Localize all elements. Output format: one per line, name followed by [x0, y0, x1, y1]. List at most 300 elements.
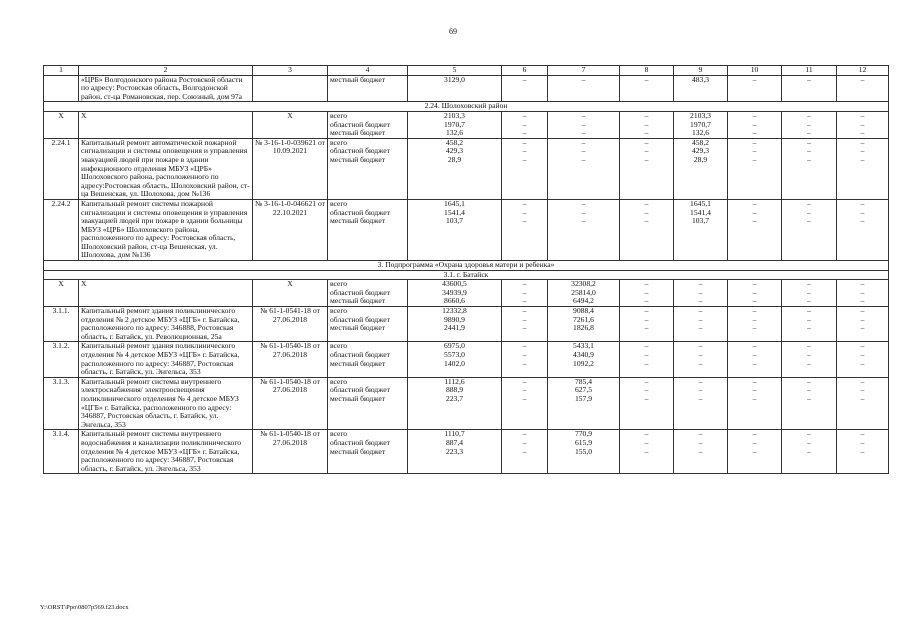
funding-source: местный бюджет [330, 323, 386, 333]
value: – [807, 358, 811, 368]
value-cell [548, 377, 620, 430]
value-cell [548, 199, 620, 260]
funding-source: местный бюджет [330, 296, 386, 306]
funding-source-cell [328, 377, 408, 430]
value: – [698, 314, 703, 324]
value: – [860, 296, 865, 306]
value-cell [548, 138, 620, 199]
value: – [522, 306, 527, 316]
value-cell [674, 430, 728, 474]
value: – [522, 279, 527, 289]
value: – [644, 358, 649, 368]
value: – [752, 154, 757, 164]
col-header: 2 [79, 66, 253, 76]
value: 3129,0 [444, 75, 465, 84]
value: – [752, 429, 757, 439]
value: 1541,4 [444, 207, 465, 217]
value: – [522, 429, 527, 439]
value: – [581, 216, 586, 226]
col-header: 3 [253, 66, 328, 76]
value: – [752, 138, 757, 147]
section-title: 2.24. Шолоховский район [44, 102, 889, 112]
value: – [698, 446, 703, 456]
row-number: 3.1.3. [44, 377, 79, 430]
row-description: Х [79, 280, 253, 307]
funding-source: областной бюджет [330, 207, 390, 217]
row-document: № 61-1-0540-18 от 27.06.2018 [253, 377, 328, 430]
value: – [522, 446, 527, 456]
value: 28,9 [447, 154, 462, 164]
funding-source: местный бюджет [330, 446, 386, 456]
row-number: 3.1.2. [44, 342, 79, 377]
value-cell [728, 430, 782, 474]
funding-source: всего [330, 279, 348, 289]
value: – [644, 138, 649, 147]
row-document: № 3-16-1-0-039621 от 10.09.2021 [253, 138, 328, 199]
value: – [644, 279, 649, 289]
value-cell [674, 342, 728, 377]
funding-source: местный бюджет [330, 154, 386, 164]
value-cell [502, 307, 548, 342]
row-description: Капитальный ремонт автоматической пожарной сигнализации и системы оповещения и управления эвакуацией людей при пожаре в здании инфекционного отделения МБУЗ «ЦРБ» Шолоховского района, расположенного по адресу:Ростовская область, Шолоховский район, ст-ца Вешенская, ул. Шолохова, дом №136 [79, 138, 253, 199]
value: 1110,7 [444, 429, 465, 439]
value: – [807, 296, 811, 306]
table-row [44, 377, 889, 430]
row-number [44, 75, 79, 102]
value-cell [837, 307, 889, 342]
row-document: № 3-16-1-0-046621 от 22.10.2021 [253, 199, 328, 260]
footer-file-path: Y:\ORST\Ppo\0807p569.f23.docx [40, 604, 129, 611]
value-cell [782, 138, 837, 199]
value: – [752, 279, 757, 289]
section-row [44, 270, 889, 280]
value: 458,2 [691, 138, 710, 147]
value: – [807, 111, 811, 120]
value: – [752, 119, 757, 129]
row-document: Х [253, 280, 328, 307]
value-cell [837, 75, 889, 102]
value: – [522, 138, 527, 147]
funding-source: всего [330, 306, 348, 316]
funding-source: областной бюджет [330, 314, 390, 324]
col-header: 8 [620, 66, 674, 76]
value: 1092,2 [573, 358, 594, 368]
value-cell [548, 280, 620, 307]
funding-source: областной бюджет [330, 287, 390, 297]
value: – [860, 154, 865, 164]
value: 43600,5 [442, 279, 467, 289]
funding-source: областной бюджет [330, 437, 390, 447]
value: – [698, 306, 703, 316]
value: – [698, 296, 703, 306]
value: – [522, 377, 527, 386]
value-cell [408, 377, 502, 430]
value: – [752, 393, 757, 403]
value-cell [837, 280, 889, 307]
value-cell [620, 75, 674, 102]
value-cell [837, 199, 889, 260]
value: – [522, 216, 527, 226]
value: – [807, 323, 811, 333]
budget-table [43, 65, 889, 474]
value: – [752, 314, 757, 324]
value: – [752, 296, 757, 306]
value: – [644, 385, 649, 395]
value: 223,3 [445, 446, 464, 456]
value: – [644, 199, 649, 208]
value-cell [408, 111, 502, 138]
value: – [644, 350, 649, 359]
funding-source-cell [328, 430, 408, 474]
value: – [807, 437, 811, 447]
value: 483,3 [691, 75, 710, 84]
table-row [44, 430, 889, 474]
value: – [522, 437, 527, 447]
section-title: 3. Подпрограмма «Охрана здоровья матери и ребенка» [44, 261, 889, 271]
value: – [807, 146, 811, 156]
value: – [644, 216, 649, 226]
value: – [752, 75, 757, 84]
value: – [807, 287, 811, 297]
value-cell [728, 111, 782, 138]
value: – [698, 287, 703, 297]
row-description: Капитальный ремонт системы внутреннего электроснабжения/ электроосвещения поликлинического отделения № 4 детское МБУЗ «ЦГБ» г. Батайска, расположенного по адресу: 346887, Ростовская область, г. Батайск, ул. Энгельса, 353 [79, 377, 253, 430]
value: – [752, 111, 757, 120]
value: 132,6 [691, 128, 710, 138]
row-document: Х [253, 111, 328, 138]
row-description: Х [79, 111, 253, 138]
value: – [807, 341, 811, 351]
value-cell [674, 199, 728, 260]
value-cell [408, 199, 502, 260]
value: – [698, 350, 703, 359]
value: 9088,4 [573, 306, 594, 316]
value-cell [502, 111, 548, 138]
value: – [860, 314, 865, 324]
value: – [752, 341, 757, 351]
value-cell [502, 199, 548, 260]
value: – [522, 128, 527, 138]
header-row [44, 66, 889, 76]
col-header: 7 [548, 66, 620, 76]
value: – [860, 128, 865, 138]
value-cell [502, 377, 548, 430]
value: – [860, 199, 865, 208]
funding-source-cell [328, 111, 408, 138]
value: 103,7 [691, 216, 710, 226]
value-cell [620, 307, 674, 342]
value: – [752, 216, 757, 226]
value: 6975,0 [444, 341, 465, 351]
value: – [644, 377, 649, 386]
value: – [644, 429, 649, 439]
row-document: № 61-1-0541-18 от 27.06.2018 [253, 307, 328, 342]
value: – [644, 154, 649, 164]
value-cell [837, 377, 889, 430]
value: – [644, 314, 649, 324]
funding-source: местный бюджет [330, 75, 386, 84]
value: – [644, 323, 649, 333]
funding-source: всего [330, 429, 348, 439]
funding-source: местный бюджет [330, 358, 386, 368]
value: 458,2 [445, 138, 464, 147]
value: 5433,1 [573, 341, 594, 351]
value: – [698, 358, 703, 368]
value: – [581, 154, 586, 164]
funding-source-cell [328, 199, 408, 260]
row-number: 3.1.4. [44, 430, 79, 474]
value: 8660,6 [444, 296, 465, 306]
funding-source: областной бюджет [330, 385, 390, 395]
value-cell [408, 75, 502, 102]
value: 32308,2 [571, 279, 596, 289]
funding-source: всего [330, 341, 348, 351]
row-number: Х [44, 280, 79, 307]
value: 103,7 [445, 216, 464, 226]
funding-source-cell [328, 307, 408, 342]
value: 1112,6 [444, 377, 465, 386]
value: – [752, 358, 757, 368]
value: – [860, 437, 865, 447]
value: – [807, 314, 811, 324]
value: – [860, 287, 865, 297]
value-cell [548, 342, 620, 377]
col-header: 10 [728, 66, 782, 76]
value: 2441,9 [444, 323, 465, 333]
value: – [581, 146, 586, 156]
value: – [698, 279, 703, 289]
value-cell [548, 430, 620, 474]
table-row [44, 307, 889, 342]
value: – [860, 138, 865, 147]
value-cell [782, 377, 837, 430]
value-cell [620, 199, 674, 260]
value: – [752, 446, 757, 456]
value: – [522, 111, 527, 120]
value: – [752, 146, 757, 156]
value: 888,9 [445, 385, 464, 395]
value: 429,3 [691, 146, 710, 156]
value-cell [674, 377, 728, 430]
value: 223,7 [445, 393, 464, 403]
value: – [644, 287, 649, 297]
value: 1826,8 [573, 323, 594, 333]
value: – [581, 128, 586, 138]
col-header: 1 [44, 66, 79, 76]
value: 155,0 [574, 446, 593, 456]
value-cell [782, 199, 837, 260]
value: – [522, 146, 527, 156]
value: 7261,6 [573, 314, 594, 324]
value: – [581, 207, 586, 217]
value-cell [837, 430, 889, 474]
value: – [860, 146, 865, 156]
value: – [522, 199, 527, 208]
value: – [807, 279, 811, 289]
col-header: 12 [837, 66, 889, 76]
value: 25814,0 [571, 287, 596, 297]
value: 1970,7 [444, 119, 465, 129]
value: 5573,0 [444, 350, 465, 359]
row-description: Капитальный ремонт системы пожарной сигнализации и системы оповещения и управления эвакуацией людей при пожаре в здании больницы МБУЗ «ЦРБ» Шолоховского района, расположенного по адресу: Ростовская область, Шолоховский район, ст-ца Вешенская, ул. Шолохова, дом №136 [79, 199, 253, 260]
value: – [860, 350, 865, 359]
value-cell [728, 377, 782, 430]
value-cell [502, 342, 548, 377]
value: – [644, 306, 649, 316]
col-header: 9 [674, 66, 728, 76]
value-cell [837, 138, 889, 199]
page-number: 69 [449, 27, 457, 36]
value: – [752, 306, 757, 316]
value: – [752, 350, 757, 359]
value: – [860, 393, 865, 403]
row-document: № 61-1-0540-18 от 27.06.2018 [253, 430, 328, 474]
col-header: 6 [502, 66, 548, 76]
funding-source-cell [328, 75, 408, 102]
value: – [860, 385, 865, 395]
value: 1970,7 [690, 119, 711, 129]
row-description: Капитальный ремонт здания поликлинического отделения № 2 детское МБУЗ «ЦГБ» г. Батайска, расположенного по адресу: 346888, Ростовская область, г. Батайск, ул. Революционная, 25а [79, 307, 253, 342]
value: – [644, 75, 649, 84]
value-cell [782, 430, 837, 474]
value: – [860, 429, 865, 439]
value: – [522, 393, 527, 403]
value: – [644, 128, 649, 138]
value: 132,6 [445, 128, 464, 138]
value-cell [782, 307, 837, 342]
value-cell [837, 342, 889, 377]
value: – [752, 128, 757, 138]
funding-source: областной бюджет [330, 146, 390, 156]
value: – [522, 358, 527, 368]
funding-source-cell [328, 342, 408, 377]
value: – [807, 393, 811, 403]
value: – [644, 437, 649, 447]
value: – [644, 146, 649, 156]
value: 615,9 [574, 437, 593, 447]
value-cell [728, 75, 782, 102]
table-row [44, 280, 889, 307]
value-cell [782, 75, 837, 102]
value-cell [620, 138, 674, 199]
value-cell [408, 280, 502, 307]
value: – [860, 216, 865, 226]
value: – [860, 341, 865, 351]
value: – [644, 393, 649, 403]
value: 785,4 [574, 377, 593, 386]
row-description: Капитальный ремонт здания поликлинического отделения № 4 детское МБУЗ «ЦГБ» г. Батайска, расположенного по адресу: 346887, Ростовская область, г. Батайск, ул. Энгельса, 353 [79, 342, 253, 377]
funding-source: местный бюджет [330, 216, 386, 226]
value: – [522, 350, 527, 359]
value: – [522, 296, 527, 306]
value: – [860, 279, 865, 289]
value: – [581, 119, 586, 129]
value: – [644, 296, 649, 306]
funding-source: местный бюджет [330, 393, 386, 403]
value: 2103,3 [690, 111, 711, 120]
value: – [807, 446, 811, 456]
value: – [581, 199, 586, 208]
value: 2103,3 [444, 111, 465, 120]
value: – [752, 287, 757, 297]
value: – [807, 377, 811, 386]
value: – [860, 111, 865, 120]
value: – [752, 323, 757, 333]
value: 157,9 [574, 393, 593, 403]
table-row [44, 75, 889, 102]
value: – [807, 128, 811, 138]
value: – [752, 437, 757, 447]
value: 6494,2 [573, 296, 594, 306]
value: – [522, 385, 527, 395]
col-header: 4 [328, 66, 408, 76]
funding-source-cell [328, 280, 408, 307]
col-header: 5 [408, 66, 502, 76]
value: – [522, 314, 527, 324]
value-cell [782, 111, 837, 138]
value: – [860, 323, 865, 333]
row-description: Капитальный ремонт системы внутреннего водоснабжения и канализации поликлинического отделения № 4 детское МБУЗ «ЦГБ» г. Батайска, расположенного по адресу: 346887, Ростовская область, г. Батайск, ул. Энгельса, 353 [79, 430, 253, 474]
section-row [44, 261, 889, 271]
value: 12332,8 [442, 306, 467, 316]
value: – [860, 75, 865, 84]
value-cell [674, 280, 728, 307]
value: – [807, 199, 811, 208]
row-number: Х [44, 111, 79, 138]
value: – [752, 377, 757, 386]
table-row [44, 138, 889, 199]
value: – [698, 377, 703, 386]
value: – [581, 138, 586, 147]
value: – [860, 306, 865, 316]
funding-source-cell [328, 138, 408, 199]
value-cell [408, 430, 502, 474]
value: – [522, 287, 527, 297]
value-cell [408, 342, 502, 377]
funding-source: всего [330, 377, 348, 386]
value: – [860, 119, 865, 129]
table-row [44, 342, 889, 377]
value: – [644, 207, 649, 217]
value: 28,9 [693, 154, 708, 164]
value: – [522, 119, 527, 129]
value: 9890,9 [444, 314, 465, 324]
value: 1402,0 [444, 358, 465, 368]
value-cell [548, 111, 620, 138]
value: – [698, 437, 703, 447]
value-cell [620, 430, 674, 474]
value-cell [408, 307, 502, 342]
value-cell [674, 138, 728, 199]
section-row [44, 102, 889, 112]
value-cell [728, 342, 782, 377]
value-cell [502, 430, 548, 474]
value: – [698, 393, 703, 403]
row-description: «ЦРБ» Волгодонского района Ростовской области по адресу: Ростовская область, Волгодонской район, ст-ца Романовская, пер. Союзный, дом 97а [79, 75, 253, 102]
value: – [860, 446, 865, 456]
funding-source: всего [330, 199, 348, 208]
value: – [807, 385, 811, 395]
value-cell [620, 280, 674, 307]
value: 4340,9 [573, 350, 594, 359]
value-cell [548, 75, 620, 102]
value-cell [728, 307, 782, 342]
funding-source: всего [330, 138, 348, 147]
value: – [860, 207, 865, 217]
row-document [253, 75, 328, 102]
value: 1645,1 [444, 199, 465, 208]
value: – [807, 119, 811, 129]
